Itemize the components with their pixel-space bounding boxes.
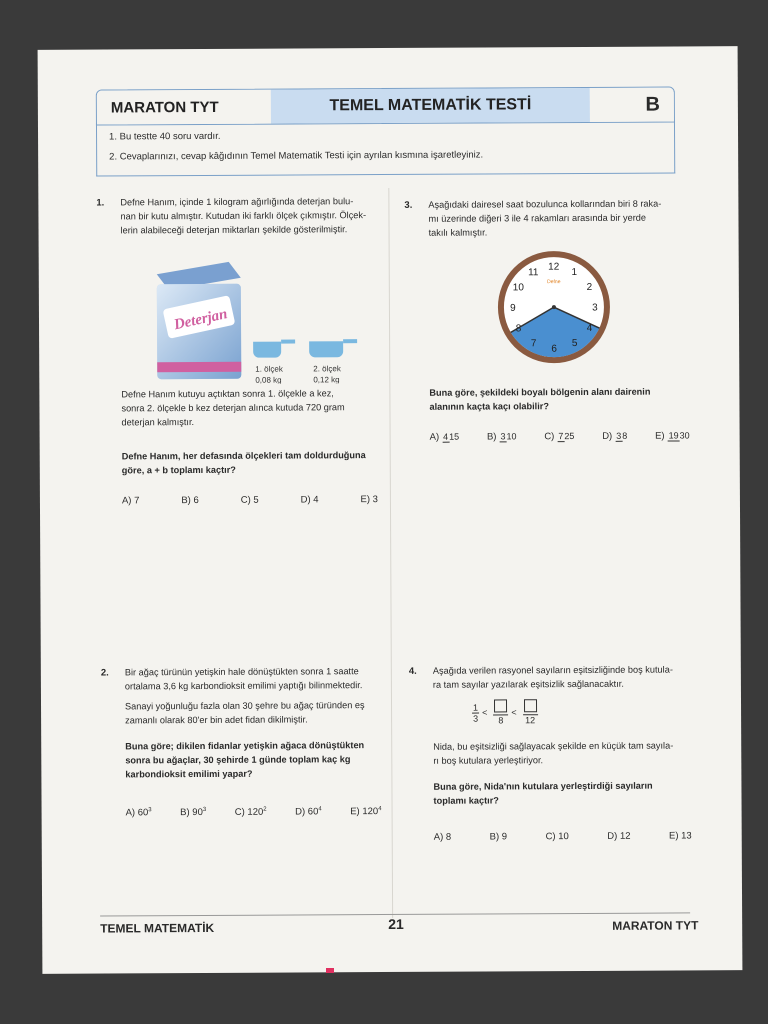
q2-option-e-base: E) 120: [350, 806, 379, 818]
q2-line: Sanayi yoğunluğu fazla olan 30 şehre bu ağaç türünden eş: [124, 700, 365, 712]
scoop-1-icon: [253, 339, 295, 357]
q3-option-a-num: 4: [443, 431, 449, 442]
ineq-f2-den: 8: [498, 715, 504, 726]
q1-ask-line: göre, a + b toplamı kaçtır?: [121, 464, 236, 476]
clock-number: 5: [571, 338, 578, 350]
detergent-box-icon: [157, 262, 242, 379]
q2-question: [125, 738, 387, 781]
ineq-sign-2: <: [511, 707, 517, 718]
q2-option-d-exp: 4: [318, 806, 322, 813]
clock-number: 9: [510, 302, 516, 314]
q2-ask-line: sonra bu ağaçlar, 30 şehirde 1 günde toplam kaç kg: [125, 754, 351, 766]
clock-brand: Defne: [547, 279, 561, 286]
q3-option-b-num: 3: [500, 431, 506, 442]
q2-line: zamanlı olarak 80'er bin adet fidan dikilmiştir.: [125, 714, 308, 726]
q3-ask-line: Buna göre, şekildeki boyalı bölgenin alanı dairenin: [429, 386, 651, 398]
q4-option-d[interactable]: D) 12: [607, 830, 631, 842]
test-rules: [96, 121, 675, 177]
ineq-f1-den: 3: [473, 713, 479, 724]
q4-ask-line: toplamı kaçtır?: [433, 795, 499, 806]
q1-options: [122, 494, 378, 506]
q3-option-d[interactable]: [602, 431, 627, 442]
q3-line: takılı kalmıştır.: [428, 227, 488, 238]
clock-number: 8: [515, 323, 522, 335]
q4-option-b[interactable]: B) 9: [489, 831, 508, 843]
rule-1: 1. Bu testte 40 soru vardır.: [109, 130, 221, 143]
q2-body: [125, 698, 387, 727]
q4-number: 4.: [408, 665, 417, 677]
q3-option-c-num: 7: [558, 431, 564, 442]
q3-options: [430, 430, 690, 442]
q1-ask-line: Defne Hanım, her defasında ölçekleri tam doldurduğuna: [121, 450, 366, 462]
q1-line: deterjan kalmıştır.: [121, 417, 195, 428]
page-number: 21: [388, 915, 404, 933]
booklet-letter: B: [590, 88, 674, 122]
q1-question: [122, 448, 384, 477]
q1-line: Defne Hanım kutuyu açtıktan sonra 1. ölçekle a kez,: [121, 388, 334, 400]
q3-line: mı üzerinde diğeri 3 ile 4 rakamları arasında bir yerde: [428, 212, 647, 224]
clock-number: 12: [548, 261, 560, 273]
q2-option-a-exp: 3: [148, 807, 152, 814]
q3-option-d-den: 8: [622, 430, 628, 441]
clock-figure: [494, 247, 615, 368]
q2-line: ortalama 3,6 kg karbondioksit emilimi yaptığı bilinmektedir.: [124, 680, 363, 692]
q4-line: Nida, bu eşitsizliği sağlayacak şekilde en küçük tam sayıla-: [433, 740, 674, 752]
rule-2: 2. Cevaplarınızı, cevap kâğıdının Temel Matematik Testi için ayrılan kısmına işaretleyiniz.: [109, 149, 484, 163]
q3-option-e-label: E): [655, 430, 665, 442]
q1-line: lerin alabileceği deterjan miktarları şekilde gösterilmiştir.: [120, 224, 348, 236]
clock-number: 3: [592, 302, 598, 314]
q2-options: [126, 806, 382, 818]
q1-intro: [120, 194, 382, 237]
q4-intro: [433, 662, 695, 691]
q1-option-d[interactable]: D) 4: [300, 494, 319, 506]
q1-number: 1.: [96, 197, 105, 209]
q2-option-b[interactable]: [180, 807, 206, 818]
ineq-box-1: [494, 699, 507, 712]
scoop-2-name: 2. ölçek: [313, 364, 341, 374]
q2-option-e[interactable]: [350, 806, 381, 817]
clock-number: 4: [586, 322, 593, 334]
clock-number: 1: [571, 267, 578, 279]
q1-option-a[interactable]: A) 7: [121, 495, 140, 507]
q2-option-b-exp: 3: [202, 806, 207, 813]
q2-number: 2.: [100, 667, 109, 679]
q4-question: [433, 778, 695, 807]
q3-option-a-label: A): [429, 431, 440, 443]
q4-ask-line: Buna göre, Nida'nın kutulara yerleştirdiği sayıların: [433, 780, 653, 792]
ineq-sign-1: <: [482, 707, 488, 718]
q3-question: [429, 384, 691, 413]
ineq-f3-den: 12: [525, 715, 536, 726]
q4-line: ra tam sayılar yazılarak eşitsizlik sağlanacaktır.: [432, 678, 624, 690]
q4-line: Aşağıda verilen rasyonel sayıların eşitsizliğinde boş kutula-: [432, 664, 673, 676]
footer-subject: TEMEL MATEMATİK: [100, 920, 215, 936]
q3-line: Aşağıdaki dairesel saat bozulunca kollarından biri 8 raka-: [428, 198, 662, 210]
q1-line: Defne Hanım, içinde 1 kilogram ağırlığında deterjan bulu-: [120, 196, 354, 208]
q1-line: nan bir kutu almıştır. Kutudan iki farklı ölçek çıkmıştır. Ölçek-: [120, 210, 367, 222]
scoop-2-amount: 0,12 kg: [313, 375, 340, 385]
q3-option-b-den: 10: [506, 431, 517, 442]
q3-option-d-num: 3: [616, 430, 622, 441]
clock-number: 7: [530, 338, 537, 350]
q2-ask-line: Buna göre; dikilen fidanlar yetişkin ağaca dönüştükten: [125, 740, 365, 752]
q2-ask-line: karbondioksit emilimi yapar?: [125, 768, 253, 780]
clock-number: 6: [551, 343, 557, 355]
q2-option-c-base: C) 120: [234, 806, 264, 818]
detergent-illustration: [129, 253, 370, 384]
q4-option-e[interactable]: E) 13: [668, 830, 692, 842]
header-series: MARATON TYT: [97, 90, 271, 125]
q1-line: sonra 2. ölçekle b kez deterjan alınca kutuda 720 gram: [121, 402, 345, 414]
q2-option-a-base: A) 60: [125, 807, 149, 819]
q1-option-b[interactable]: B) 6: [181, 495, 199, 507]
ineq-f1-num: 1: [473, 702, 479, 713]
column-divider: [388, 188, 393, 918]
q3-option-d-label: D): [602, 430, 613, 442]
q2-option-d[interactable]: [295, 806, 322, 817]
q3-option-e[interactable]: [655, 430, 690, 441]
q2-option-c[interactable]: [235, 807, 267, 818]
q4-option-a[interactable]: A) 8: [433, 831, 452, 843]
q3-option-c-label: C): [544, 431, 555, 443]
clock-number: 2: [586, 281, 593, 293]
footer-series: MARATON TYT: [612, 918, 699, 933]
q3-option-b[interactable]: [487, 431, 517, 442]
q3-number: 3.: [404, 199, 413, 211]
clock-number: 10: [512, 282, 524, 294]
header-title: TEMEL MATEMATİK TESTİ: [271, 88, 590, 124]
q3-ask-line: alanının kaçta kaçı olabilir?: [429, 401, 549, 412]
q2-option-b-base: B) 90: [180, 807, 203, 819]
q2-intro: [125, 664, 387, 693]
q3-option-c-den: 25: [564, 431, 575, 442]
q2-option-a[interactable]: [126, 807, 152, 818]
q4-options: [434, 830, 692, 842]
inequality: [469, 699, 538, 725]
q3-option-a-den: 15: [449, 431, 460, 442]
q3-option-c[interactable]: [544, 431, 574, 442]
clock-number: 11: [528, 267, 539, 279]
scoop-1-name: 1. ölçek: [255, 364, 283, 374]
q2-option-e-exp: 4: [378, 806, 382, 813]
q3-option-b-label: B): [486, 431, 497, 443]
q3-intro: [428, 196, 690, 239]
q2-line: Bir ağaç türünün yetişkin hale dönüştükten sonra 1 saatte: [124, 666, 359, 678]
q3-option-e-num: 19: [668, 430, 679, 441]
scoop-1-amount: 0,08 kg: [255, 375, 282, 385]
q1-option-e[interactable]: E) 3: [360, 494, 378, 506]
exam-page: [38, 46, 743, 974]
q2-option-c-exp: 2: [263, 806, 267, 813]
scoop-2-icon: [309, 339, 357, 357]
q4-body: [433, 738, 695, 767]
q1-option-c[interactable]: C) 5: [240, 494, 259, 506]
q3-option-a[interactable]: [430, 432, 460, 443]
q4-option-c[interactable]: C) 10: [545, 831, 569, 843]
q2-option-d-base: D) 60: [295, 806, 319, 818]
q1-body: [121, 386, 383, 429]
q4-line: rı boş kutulara yerleştiriyor.: [433, 755, 544, 766]
ineq-box-2: [524, 699, 537, 712]
page-edge-mark: [326, 968, 334, 973]
detergent-label: Deterjan: [172, 306, 229, 334]
q3-option-e-den: 30: [679, 430, 690, 441]
test-header: [96, 87, 675, 126]
